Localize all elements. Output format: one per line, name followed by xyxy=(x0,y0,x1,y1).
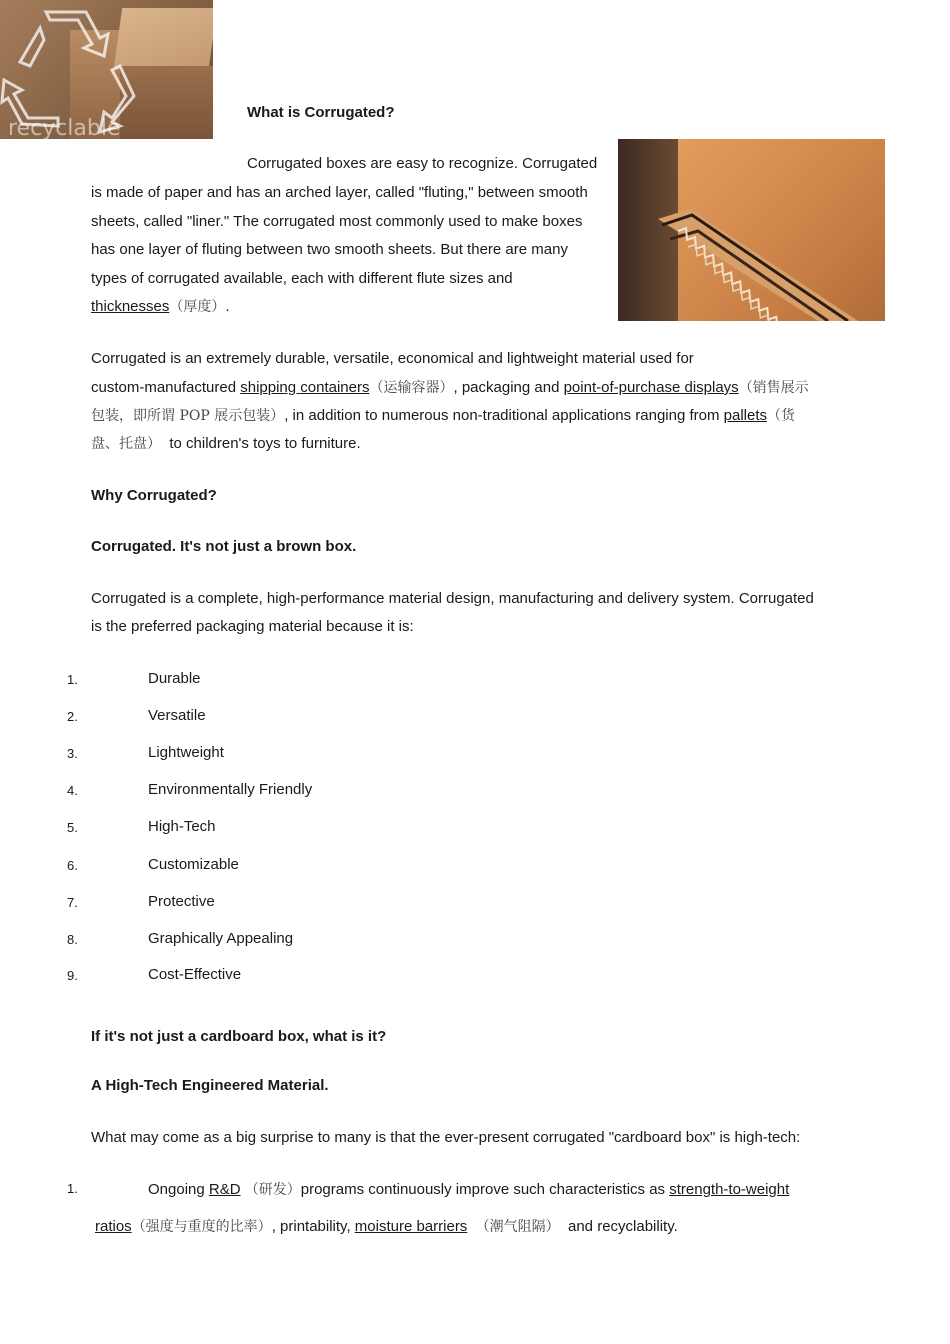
link-strength-to-weight-ratios[interactable]: strength-to-weight xyxy=(669,1181,790,1198)
list-number: 9. xyxy=(67,968,78,983)
paragraph-line: is made of paper and has an arched layer, called "fluting," between smooth xyxy=(91,184,588,201)
link-moisture-barriers[interactable]: moisture barriers xyxy=(354,1218,468,1235)
list-item: Durable xyxy=(148,670,201,687)
list-number: 2. xyxy=(67,709,78,724)
corrugated-flute-graphic xyxy=(618,139,885,321)
cjk-annotation: （运输容器） xyxy=(369,380,454,396)
paragraph-line: What may come as a big surprise to many is that the ever-present corrugated "cardboard box" is high-tech: xyxy=(91,1129,801,1146)
paragraph-line: has one layer of fluting between two smooth sheets. But there are many xyxy=(91,241,568,258)
heading-what-is-it: If it's not just a cardboard box, what is it? xyxy=(91,1028,387,1045)
heading-what-is-corrugated: What is Corrugated? xyxy=(247,104,395,121)
paragraph-line: is the preferred packaging material because it is: xyxy=(91,618,414,635)
recyclable-label: recyclable xyxy=(8,116,121,139)
cjk-annotation: （厚度） xyxy=(169,299,226,315)
list-number: 1. xyxy=(67,672,78,687)
link-strength-to-weight-ratios[interactable]: ratios xyxy=(95,1218,132,1235)
list-item: Versatile xyxy=(148,707,206,724)
paragraph-line: Corrugated is an extremely durable, versatile, economical and lightweight material used for xyxy=(91,350,694,367)
cjk-annotation: （研发） xyxy=(244,1182,301,1198)
link-point-of-purchase-displays[interactable]: point-of-purchase displays xyxy=(563,379,739,396)
subheading-not-just-a-box: Corrugated. It's not just a brown box. xyxy=(91,538,357,555)
corrugated-closeup-image xyxy=(618,139,885,321)
link-thicknesses[interactable]: thicknesses xyxy=(91,298,170,315)
list-number: 6. xyxy=(67,858,78,873)
cjk-annotation: （潮气阻隔） xyxy=(475,1219,560,1235)
paragraph-line: Corrugated is a complete, high-performance material design, manufacturing and delivery system. Corrugated xyxy=(91,590,814,607)
paragraph-line: sheets, called "liner." The corrugated most commonly used to make boxes xyxy=(91,213,583,230)
paragraph-line: types of corrugated available, each with different flute sizes and xyxy=(91,270,513,287)
list-item: Protective xyxy=(148,893,215,910)
list-item: Ongoing R&D （研发）programs continuously improve such characteristics as strength-to-weight xyxy=(148,1181,790,1198)
paragraph-line: thicknesses（厚度）. xyxy=(91,298,230,315)
list-number: 1. xyxy=(67,1181,78,1196)
heading-why-corrugated: Why Corrugated? xyxy=(91,487,217,504)
list-number: 5. xyxy=(67,820,78,835)
link-pallets[interactable]: pallets xyxy=(723,407,768,424)
list-item: Cost-Effective xyxy=(148,966,242,983)
list-number: 8. xyxy=(67,932,78,947)
cjk-annotation: （销售展示 xyxy=(738,380,809,396)
paragraph-line: 包装，即所谓 POP 展示包装）, in addition to numerous non-traditional applications ranging from pallets（货 xyxy=(91,407,796,424)
list-number: 3. xyxy=(67,746,78,761)
list-item: Graphically Appealing xyxy=(148,930,294,947)
list-number: 7. xyxy=(67,895,78,910)
cjk-annotation: （强度与重度的比率） xyxy=(131,1219,272,1235)
subheading-engineered-material: A High-Tech Engineered Material. xyxy=(91,1077,329,1094)
link-r-and-d[interactable]: R&D xyxy=(208,1181,241,1198)
cjk-annotation: 包装，即所谓 POP 展示包装） xyxy=(91,408,285,424)
list-item: Customizable xyxy=(148,856,239,873)
list-item: High-Tech xyxy=(148,818,216,835)
list-number: 4. xyxy=(67,783,78,798)
paragraph-line: Corrugated boxes are easy to recognize. Corrugated xyxy=(247,155,598,172)
paragraph-line: custom-manufactured shipping containers（运输容器）, packaging and point-of-purchase displays（销售展示 xyxy=(91,379,809,396)
list-item-continuation: ratios（强度与重度的比率）, printability, moisture barriers （潮气阻隔） and recyclability. xyxy=(95,1218,678,1235)
recyclable-box-image xyxy=(0,0,213,139)
paragraph-line: 盘、托盘） to children's toys to furniture. xyxy=(91,435,361,452)
list-item: Lightweight xyxy=(148,744,224,761)
list-item: Environmentally Friendly xyxy=(148,781,313,798)
cjk-annotation: 盘、托盘） xyxy=(91,436,161,452)
link-shipping-containers[interactable]: shipping containers xyxy=(240,379,370,396)
cjk-annotation: （货 xyxy=(767,408,796,424)
